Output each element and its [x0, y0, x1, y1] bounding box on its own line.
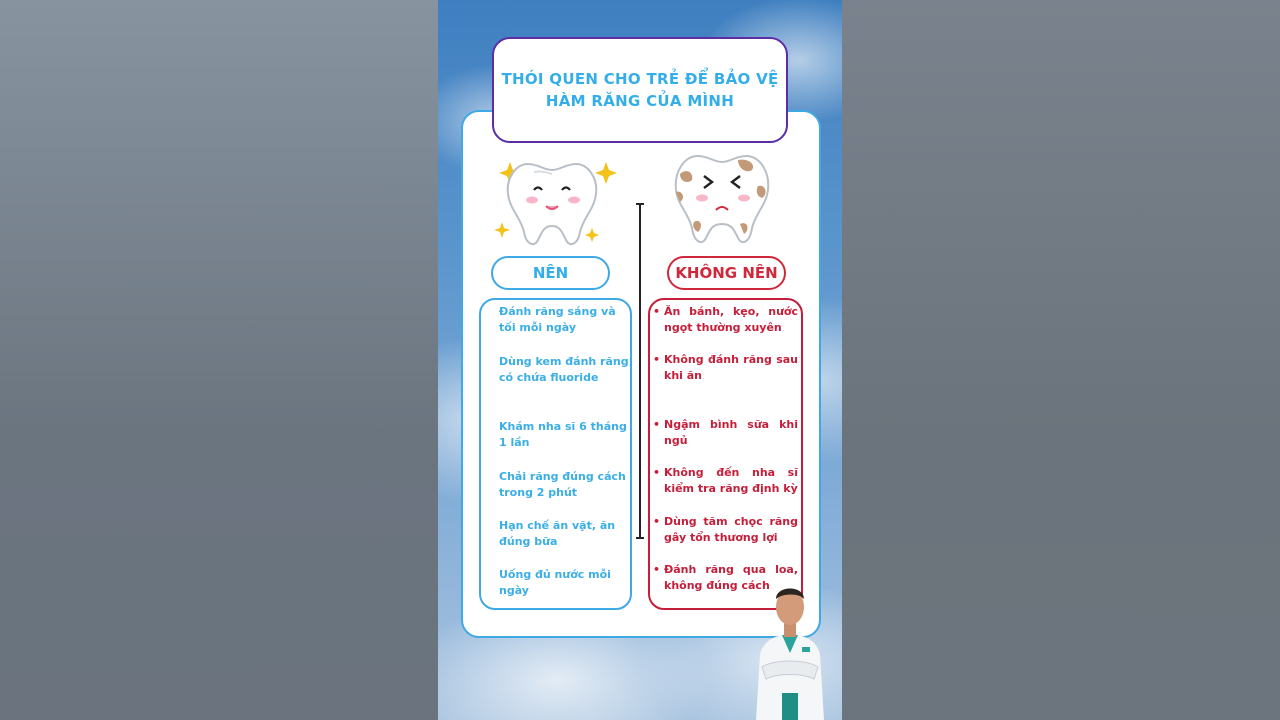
- poster: [438, 0, 842, 720]
- list-item: • Không đến nha sĩ kiểm tra răng định kỳ: [664, 465, 798, 497]
- do-list: [479, 298, 632, 610]
- center-divider: [639, 203, 641, 539]
- list-item: Uống đủ nước mỗi ngày: [499, 568, 611, 597]
- list-item: Đánh răng sáng và tối mỗi ngày: [499, 305, 616, 334]
- do-label: NÊN: [491, 256, 610, 290]
- dont-list: [648, 298, 803, 610]
- list-item: Chải răng đúng cách trong 2 phút: [499, 470, 626, 499]
- list-item: • Dùng tăm chọc răng gây tổn thương lợi: [664, 514, 798, 546]
- blurred-background-right: [842, 0, 1280, 720]
- sad-tooth-icon: [668, 150, 778, 250]
- list-item: Hạn chế ăn vặt, ăn đúng bữa: [499, 519, 616, 548]
- list-item: • Ăn bánh, kẹo, nước ngọt thường xuyên: [664, 304, 798, 336]
- list-item: • Ngậm bình sữa khi ngủ: [664, 417, 798, 449]
- list-item: • Không đánh răng sau khi ăn: [664, 352, 798, 384]
- title-line-2: HÀM RĂNG CỦA MÌNH: [545, 92, 735, 110]
- list-item: • Đánh răng qua loa, không đúng cách: [664, 562, 798, 594]
- list-item: Dùng kem đánh răng có chứa fluoride: [499, 355, 629, 384]
- blurred-background-left: [0, 0, 438, 720]
- happy-tooth-icon: [488, 152, 618, 252]
- title-box: [492, 37, 788, 143]
- list-item: Khám nha sĩ 6 tháng 1 lần: [499, 420, 627, 449]
- dont-label: KHÔNG NÊN: [667, 256, 786, 290]
- doctor-figure: [754, 575, 826, 720]
- title-line-1: THÓI QUEN CHO TRẺ ĐỂ BẢO VỆ: [501, 70, 779, 88]
